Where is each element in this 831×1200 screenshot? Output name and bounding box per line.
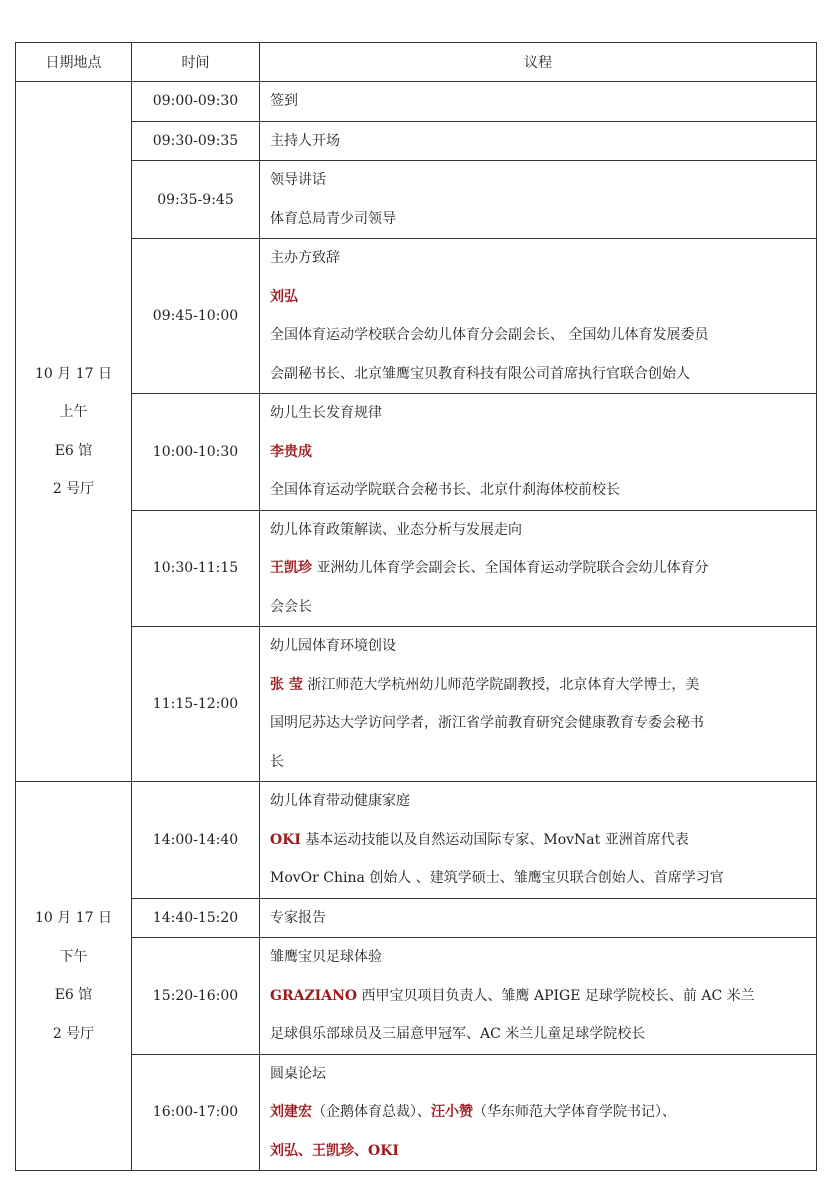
- time-cell: 15:20-16:00: [132, 938, 260, 1055]
- agenda-line: [270, 977, 810, 1016]
- speaker-name: 王凯珍: [270, 560, 312, 576]
- speaker-name: GRAZIANO: [270, 987, 358, 1004]
- agenda-text: MovOr China 创始人 、建筑学硕士、雏鹰宝贝联合创始人、首席学习官: [270, 870, 724, 886]
- agenda-cell: [260, 121, 817, 161]
- agenda-cell: [260, 239, 817, 394]
- agenda-row: [16, 161, 817, 239]
- agenda-line: [270, 1015, 810, 1054]
- agenda-line: [270, 899, 810, 938]
- place-line: 10 月 17 日: [35, 365, 112, 382]
- agenda-line: [270, 588, 810, 627]
- time-cell: 10:00-10:30: [132, 394, 260, 511]
- agenda-line: [270, 471, 810, 510]
- agenda-text: 主持人开场: [270, 132, 340, 149]
- time-cell: 09:00-09:30: [132, 82, 260, 122]
- agenda-row: [16, 938, 817, 1055]
- agenda-line: [270, 82, 810, 121]
- agenda-row: [16, 394, 817, 511]
- agenda-line: [270, 1093, 810, 1132]
- agenda-body: [16, 82, 817, 1171]
- agenda-line: [270, 161, 810, 200]
- agenda-row: [16, 627, 817, 782]
- agenda-line: [270, 627, 810, 666]
- agenda-text: （企鹅体育总裁）、: [312, 1104, 431, 1120]
- time-cell: 14:40-15:20: [132, 898, 260, 938]
- agenda-line: [270, 239, 810, 278]
- agenda-text: 领导讲话: [270, 172, 326, 188]
- agenda-cell: [260, 938, 817, 1055]
- speaker-name: 李贵成: [270, 443, 312, 460]
- place-line: 10 月 17 日: [35, 910, 112, 926]
- header-time: 时间: [132, 43, 260, 82]
- speaker-name: 汪小赞: [431, 1104, 473, 1120]
- agenda-cell: [260, 782, 817, 899]
- agenda-line: [270, 200, 810, 239]
- place-line: E6 馆: [54, 442, 93, 459]
- agenda-line: [270, 278, 810, 317]
- agenda-text: 亚洲幼儿体育学会副会长、全国体育运动学院联合会幼儿体育分: [312, 560, 709, 576]
- agenda-row: [16, 82, 817, 122]
- agenda-text: 幼儿体育政策解读、业态分析与发展走向: [270, 521, 522, 538]
- agenda-cell: [260, 627, 817, 782]
- agenda-text: 足球俱乐部球员及三届意甲冠军、AC 米兰儿童足球学院校长: [270, 1026, 646, 1042]
- agenda-cell: [260, 82, 817, 122]
- agenda-line: [270, 704, 810, 743]
- agenda-row: [16, 510, 817, 627]
- time-cell: 11:15-12:00: [132, 627, 260, 782]
- speaker-name: 刘弘: [270, 288, 298, 305]
- agenda-line: [270, 859, 810, 898]
- time-cell: 09:45-10:00: [132, 239, 260, 394]
- header-place: 日期地点: [16, 43, 132, 82]
- place-line: 下午: [59, 948, 88, 965]
- agenda-line: [270, 316, 810, 355]
- agenda-text: 基本运动技能以及自然运动国际专家、MovNat 亚洲首席代表: [300, 831, 689, 848]
- speaker-name: 刘弘、王凯珍、OKI: [270, 1142, 399, 1159]
- agenda-line: [270, 511, 810, 550]
- agenda-text: 圆桌论坛: [270, 1065, 326, 1082]
- agenda-line: [270, 938, 810, 977]
- agenda-text: 雏鹰宝贝足球体验: [270, 949, 382, 965]
- agenda-row: [16, 1054, 817, 1171]
- agenda-cell: [260, 161, 817, 239]
- afternoon-place-cell: [16, 782, 132, 1171]
- place-line: 上午: [59, 404, 88, 420]
- agenda-cell: [260, 1054, 817, 1171]
- agenda-cell: [260, 898, 817, 938]
- agenda-text: 签到: [270, 93, 298, 109]
- time-cell: 14:00-14:40: [132, 782, 260, 899]
- header-agenda: 议程: [260, 43, 817, 82]
- agenda-text: 长: [270, 753, 284, 770]
- header-row: [16, 43, 817, 82]
- agenda-text: 西甲宝贝项目负责人、雏鹰 APIGE 足球学院校长、前 AC 米兰: [357, 987, 755, 1004]
- agenda-line: [270, 782, 810, 821]
- agenda-document: [15, 42, 816, 1171]
- agenda-text: 浙江师范大学杭州幼儿师范学院副教授，北京体育大学博士，美: [302, 676, 700, 693]
- agenda-row: [16, 121, 817, 161]
- agenda-text: 会会长: [270, 598, 312, 615]
- agenda-text: 会副秘书长、北京雏鹰宝贝教育科技有限公司首席执行官联合创始人: [270, 365, 690, 382]
- speaker-name: OKI: [270, 831, 301, 848]
- agenda-cell: [260, 394, 817, 511]
- speaker-name: 刘建宏: [270, 1104, 312, 1120]
- agenda-line: [270, 666, 810, 705]
- time-cell: 09:30-09:35: [132, 121, 260, 161]
- agenda-text: 专家报告: [270, 909, 326, 926]
- agenda-text: 幼儿生长发育规律: [270, 405, 382, 421]
- time-cell: 09:35-9:45: [132, 161, 260, 239]
- morning-place-cell: [16, 82, 132, 782]
- place-line: E6 馆: [54, 987, 93, 1003]
- agenda-line: [270, 433, 810, 472]
- agenda-cell: [260, 510, 817, 627]
- agenda-table: [15, 42, 817, 1171]
- place-line: 2 号厅: [52, 481, 95, 497]
- agenda-line: [270, 821, 810, 860]
- time-cell: 10:30-11:15: [132, 510, 260, 627]
- agenda-line: [270, 355, 810, 394]
- agenda-line: [270, 1055, 810, 1094]
- agenda-text: 主办方致辞: [270, 250, 340, 266]
- agenda-text: （华东师范大学体育学院书记）、: [473, 1104, 676, 1120]
- agenda-line: [270, 394, 810, 433]
- agenda-line: [270, 122, 810, 161]
- agenda-text: 国明尼苏达大学访问学者，浙江省学前教育研究会健康教育专委会秘书: [270, 715, 704, 731]
- agenda-text: 全国体育运动学校联合会幼儿体育分会副会长、 全国幼儿体育发展委员: [270, 327, 709, 343]
- agenda-line: [270, 549, 810, 588]
- speaker-name: 张 莹: [270, 676, 303, 693]
- agenda-text: 幼儿园体育环境创设: [270, 638, 396, 654]
- agenda-row: [16, 239, 817, 394]
- agenda-text: 全国体育运动学院联合会秘书长、北京什刹海体校前校长: [270, 482, 620, 498]
- agenda-line: [270, 743, 810, 782]
- agenda-row: [16, 782, 817, 899]
- place-line: 2 号厅: [52, 1025, 95, 1042]
- time-cell: 16:00-17:00: [132, 1054, 260, 1171]
- agenda-text: 幼儿体育带动健康家庭: [270, 793, 410, 809]
- agenda-text: 体育总局青少司领导: [270, 210, 396, 227]
- agenda-row: [16, 898, 817, 938]
- agenda-line: [270, 1132, 810, 1171]
